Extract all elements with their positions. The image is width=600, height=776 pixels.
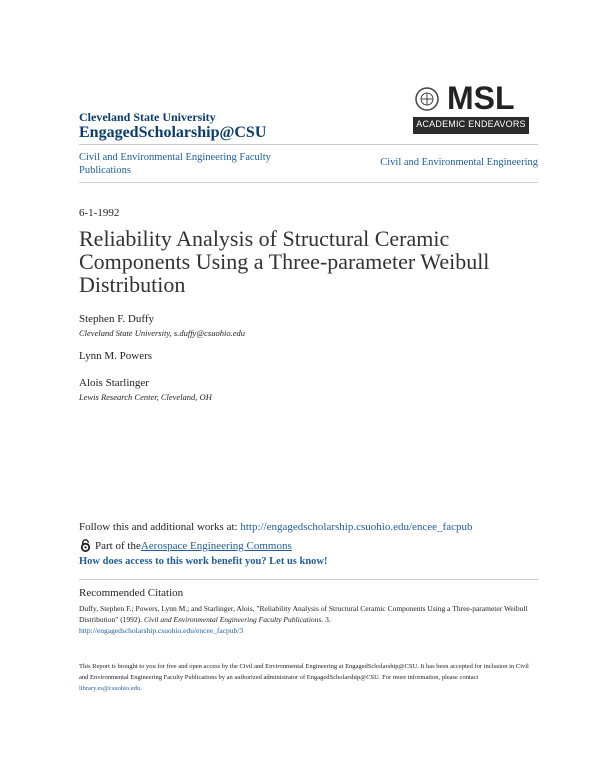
publication-date: 6-1-1992 <box>79 207 120 219</box>
citation-text <box>79 603 534 636</box>
citation-plain: Duffy, Stephen F.; Powers, Lynn M.; and Starlinger, Alois, "Reliability Analysis of Structural Ceramic Components Using a Three-parameter Weibull Distribution" (1992). <box>79 604 528 624</box>
logo-name: MSL <box>447 80 515 116</box>
author-name: Alois Starlinger <box>79 377 149 389</box>
follow-line <box>79 521 472 533</box>
collection-link-right[interactable]: Civil and Environmental Engineering <box>380 157 538 168</box>
follow-prefix: Follow this and additional works at: <box>79 521 241 533</box>
notice-text: This Report is brought to you for free and open access by the Civil and Environmental Engineering at EngagedScholarship@CSU. It has been accepted for inclusion in Civil and Environmental Engineering Faculty Publications by an authorized administrator of EngagedScholarship@CSU. For more information, please contact <box>79 663 529 681</box>
logo-tagline: ACADEMIC ENDEAVORS <box>416 119 526 129</box>
msl-logo[interactable] <box>413 80 529 136</box>
citation-series: Civil and Environmental Engineering Faculty Publications <box>143 615 322 624</box>
access-notice <box>79 661 534 694</box>
citation-end: . 3. <box>321 615 331 624</box>
collections-divider <box>79 182 538 183</box>
author-affiliation: Lewis Research Center, Cleveland, OH <box>79 392 212 402</box>
author-name: Stephen F. Duffy <box>79 313 154 325</box>
author-name: Lynn M. Powers <box>79 350 153 362</box>
citation-divider <box>79 579 538 580</box>
citation-heading: Recommended Citation <box>79 587 184 599</box>
header-divider <box>79 144 538 145</box>
paper-title: Reliability Analysis of Structural Ceramic Components Using a Three-parameter Weibull Distribution <box>79 226 490 297</box>
university-name[interactable]: Cleveland State University <box>79 110 216 124</box>
open-access-icon <box>79 539 92 552</box>
collection-link-left[interactable]: Civil and Environmental Engineering Faculty Publications <box>79 152 271 176</box>
contact-email[interactable]: library.es@csuohio.edu <box>79 685 141 692</box>
follow-link[interactable]: http://engagedscholarship.csuohio.edu/encee_facpub <box>240 521 473 533</box>
notice-end: . <box>140 685 142 692</box>
author-affiliation: Cleveland State University, s.duffy@csuohio.edu <box>79 328 245 338</box>
repository-name[interactable]: EngagedScholarship@CSU <box>79 124 267 141</box>
commons-link[interactable]: Aerospace Engineering Commons <box>140 539 292 552</box>
part-of-prefix: Part of the <box>95 539 141 552</box>
feedback-link[interactable]: How does access to this work benefit you? Let us know! <box>79 556 328 567</box>
part-of-line <box>79 539 292 552</box>
citation-url[interactable]: http://engagedscholarship.csuohio.edu/encee_facpub/3 <box>79 626 244 635</box>
